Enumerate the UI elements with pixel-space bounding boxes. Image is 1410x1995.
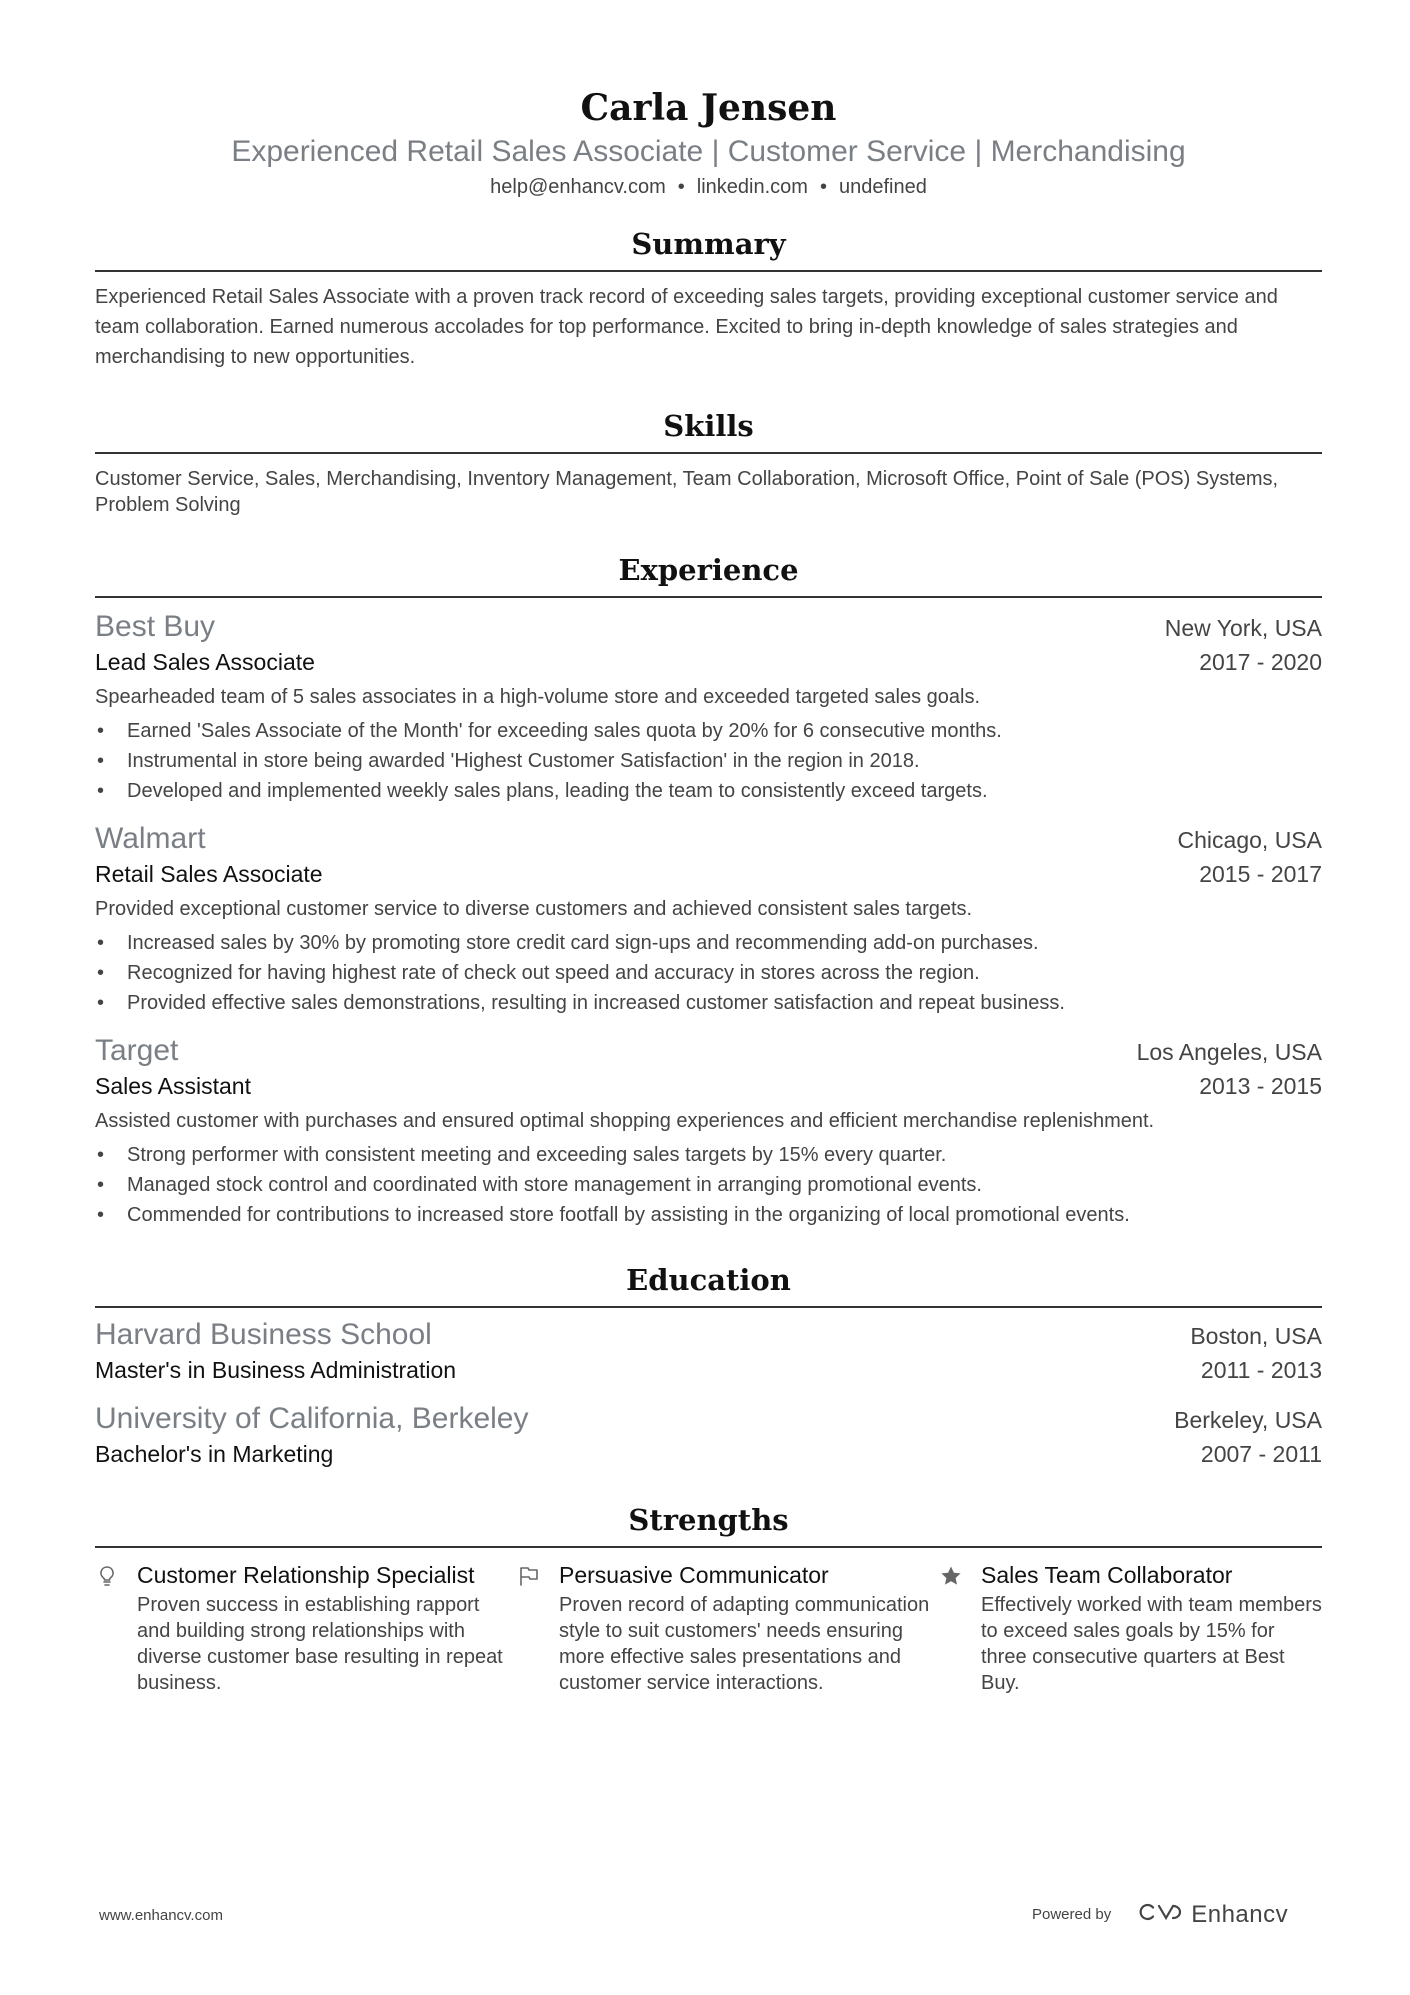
job-bullet: • Strong performer with consistent meeting and exceeding sales targets by 15% every quarter. [95, 1140, 1322, 1170]
job-description: Spearheaded team of 5 sales associates in a high-volume store and exceeded targeted sales goals. [95, 686, 980, 708]
education-entry [95, 1316, 1322, 1386]
contact-line [95, 174, 1322, 200]
strength-item [939, 1560, 1322, 1696]
school-name: Harvard Business School [95, 1318, 432, 1351]
enhancv-logo-icon [1137, 1900, 1183, 1929]
education-dates: 2011 - 2013 [1200, 1357, 1322, 1383]
education-section [95, 1260, 1322, 1470]
powered-by-label: Powered by [1032, 1906, 1112, 1923]
experience-entry [95, 1032, 1322, 1230]
job-bullet: • Managed stock control and coordinated with store management in arranging promotional events. [95, 1170, 1322, 1200]
education-dates: 2007 - 2011 [1200, 1441, 1322, 1467]
separator-dot: • [677, 176, 685, 198]
experience-entry [95, 820, 1322, 1018]
job-title: Retail Sales Associate [95, 861, 323, 887]
company-name: Walmart [95, 822, 206, 855]
section-title-skills: Skills [95, 406, 1322, 454]
job-bullet: • Commended for contributions to increased store footfall by assisting in the organizing of local promotional events. [95, 1200, 1322, 1230]
job-bullet: • Instrumental in store being awarded 'Highest Customer Satisfaction' in the region in 2018. [95, 746, 1322, 776]
lightbulb-icon [95, 1560, 137, 1696]
section-title-summary: Summary [95, 224, 1322, 272]
degree-name: Master's in Business Administration [95, 1357, 457, 1383]
resume-page [95, 0, 1322, 1696]
linkedin-link[interactable]: linkedin.com [696, 176, 808, 198]
strength-description: Effectively worked with team members to exceed sales goals by 15% for three consecutive quarters at Best Buy. [981, 1594, 1322, 1694]
job-bullet: • Developed and implemented weekly sales plans, leading the team to consistently exceed targets. [95, 776, 1322, 806]
job-location: New York, USA [1164, 615, 1322, 641]
skills-section [95, 406, 1322, 518]
company-name: Target [95, 1034, 179, 1067]
separator-dot: • [819, 176, 827, 198]
school-location: Berkeley, USA [1174, 1407, 1322, 1433]
job-dates: 2015 - 2017 [1199, 861, 1322, 887]
section-title-experience: Experience [95, 550, 1322, 598]
company-name: Best Buy [95, 610, 216, 643]
strengths-list [95, 1560, 1322, 1696]
job-description: Assisted customer with purchases and ensured optimal shopping experiences and efficient merchandise replenishment. [95, 1110, 1155, 1132]
flag-icon [517, 1560, 559, 1696]
job-title: Lead Sales Associate [95, 649, 315, 675]
brand-name: Enhancv [1191, 1900, 1289, 1928]
skills-text: Customer Service, Sales, Merchandising, Inventory Management, Team Collaboration, Microsoft Office, Point of Sale (POS) Systems, Problem Solving [95, 468, 1279, 516]
summary-section [95, 224, 1322, 372]
job-title: Sales Assistant [95, 1073, 251, 1099]
job-bullet: • Provided effective sales demonstrations, resulting in increased customer satisfaction and repeat business. [95, 988, 1322, 1018]
job-bullet: • Earned 'Sales Associate of the Month' for exceeding sales quota by 20% for 6 consecutive months. [95, 716, 1322, 746]
strength-title: Persuasive Communicator [559, 1562, 829, 1588]
strength-description: Proven success in establishing rapport and building strong relationships with diverse customer base resulting in repeat business. [137, 1594, 503, 1694]
contact-extra: undefined [838, 176, 927, 198]
candidate-name: Carla Jensen [580, 87, 837, 129]
job-bullet: • Increased sales by 30% by promoting store credit card sign-ups and recommending add-on purchases. [95, 928, 1322, 958]
degree-name: Bachelor's in Marketing [95, 1441, 334, 1467]
footer-branding [1032, 1900, 1288, 1929]
footer-website[interactable]: www.enhancv.com [99, 1907, 223, 1924]
job-dates: 2017 - 2020 [1199, 649, 1322, 675]
job-dates: 2013 - 2015 [1199, 1073, 1322, 1099]
job-bullet: • Recognized for having highest rate of check out speed and accuracy in stores across the region. [95, 958, 1322, 988]
job-location: Los Angeles, USA [1136, 1039, 1322, 1065]
school-name: University of California, Berkeley [95, 1402, 529, 1435]
job-bullets [95, 928, 1322, 1018]
job-bullets [95, 1140, 1322, 1230]
section-title-strengths: Strengths [95, 1500, 1322, 1548]
email-link[interactable]: help@enhancv.com [490, 176, 666, 198]
experience-entry [95, 608, 1322, 806]
strength-title: Sales Team Collaborator [981, 1562, 1233, 1588]
job-location: Chicago, USA [1177, 827, 1322, 853]
strength-title: Customer Relationship Specialist [137, 1562, 475, 1588]
school-location: Boston, USA [1190, 1323, 1322, 1349]
strength-item [517, 1560, 939, 1696]
strength-item [95, 1560, 517, 1696]
headline: Experienced Retail Sales Associate | Customer Service | Merchandising [231, 135, 1186, 168]
star-icon [939, 1560, 981, 1696]
strengths-section [95, 1500, 1322, 1696]
summary-text: Experienced Retail Sales Associate with a proven track record of exceeding sales targets, providing exceptional customer service and team collaboration. Earned numerous accolades for top performance. Excited to bring in-depth knowledge of sales strategies and merchandising to new opportunities. [95, 286, 1278, 368]
job-description: Provided exceptional customer service to diverse customers and achieved consistent sales targets. [95, 898, 973, 920]
experience-section [95, 550, 1322, 1230]
job-bullets [95, 716, 1322, 806]
education-entry [95, 1400, 1322, 1470]
strength-description: Proven record of adapting communication style to suit customers' needs ensuring more effective sales presentations and customer service interactions. [559, 1594, 930, 1694]
section-title-education: Education [95, 1260, 1322, 1308]
